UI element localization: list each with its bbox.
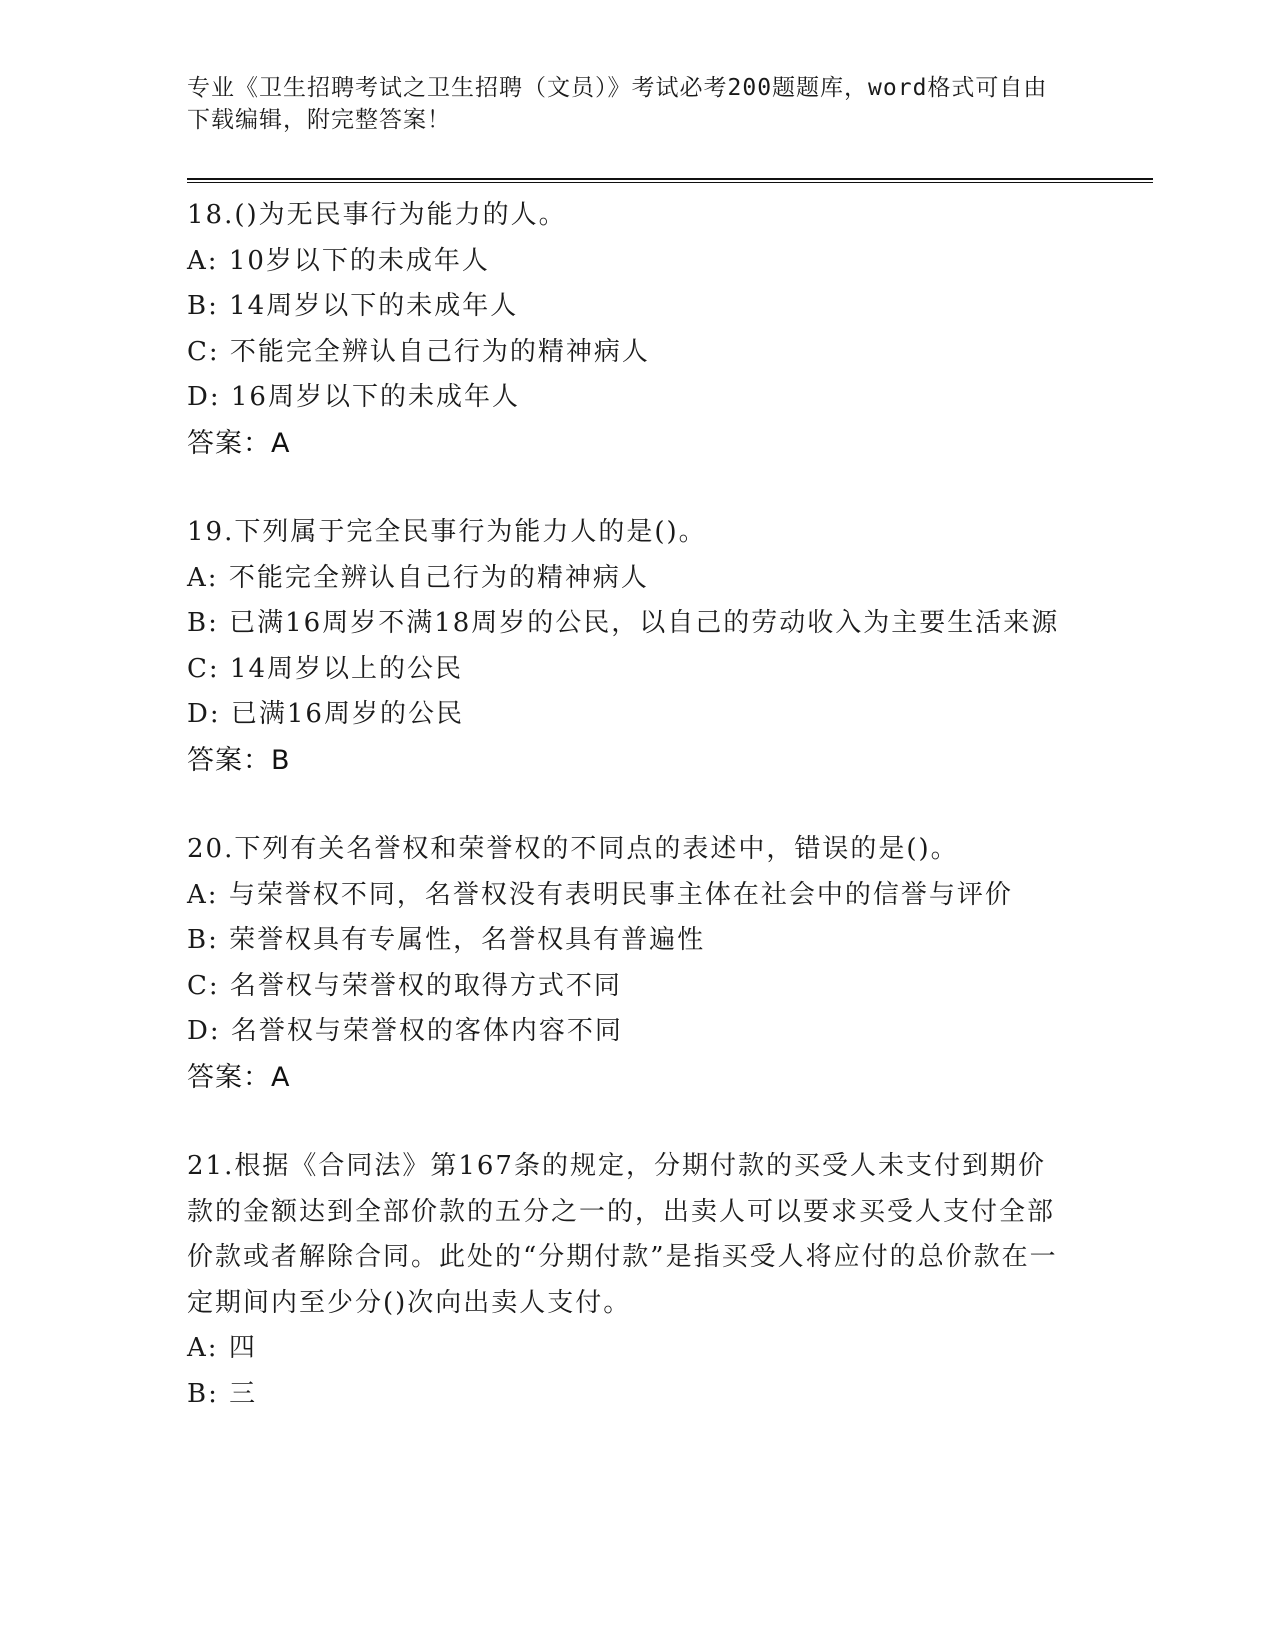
option-c [187,330,1067,376]
question-stem: 20.下列有关名誉权和荣誉权的不同点的表述中，错误的是()。 [187,834,959,864]
document-page [187,72,1153,1461]
option-letter: B: [187,291,219,321]
option-letter: C: [187,653,220,684]
option-text: 荣誉权具有专属性，名誉权具有普遍性 [229,925,706,955]
option-letter: B: [187,608,219,638]
question-list [187,193,1153,1417]
option-letter: B: [187,925,219,955]
question-18 [187,193,1153,466]
option-text: 不能完全辨认自己行为的精神病人 [228,562,649,593]
option-text: 名誉权与荣誉权的取得方式不同 [229,970,622,1001]
option-c [187,964,1067,1010]
question-20 [187,827,1153,1100]
option-a [187,1326,1067,1372]
option-a [187,556,1067,602]
option-text: 10岁以下的未成年人 [228,245,490,276]
answer-label: 答案：A [187,427,291,459]
answer-label: 答案：B [187,744,291,776]
option-text: 14周岁以上的公民 [229,653,464,684]
option-b [187,601,1067,647]
option-d [187,1009,1067,1055]
option-letter: C: [187,970,220,1001]
option-letter: D: [187,699,221,729]
question-stem: 19.下列属于完全民事行为能力人的是()。 [187,517,707,547]
option-a [187,873,1067,919]
option-d [187,375,1067,421]
option-letter: A: [187,245,219,276]
option-b [187,918,1067,964]
option-letter: B: [187,1378,219,1409]
option-text: 不能完全辨认自己行为的精神病人 [229,336,650,367]
option-b [187,1372,1067,1418]
option-text: 14周岁以下的未成年人 [229,291,519,321]
question-21 [187,1144,1153,1417]
option-letter: A: [187,562,219,593]
option-b [187,284,1067,330]
option-text: 已满16周岁的公民 [230,699,464,729]
document-header: 专业《卫生招聘考试之卫生招聘（文员）》考试必考200题题库，word格式可自由下载编辑，附完整答案！ [187,75,1048,133]
option-a [187,239,1067,285]
option-c [187,647,1067,693]
option-text: 三 [229,1378,258,1409]
option-letter: D: [187,1016,221,1046]
header-divider [187,178,1153,183]
answer-label: 答案：A [187,1061,291,1093]
question-stem: 21.根据《合同法》第167条的规定，分期付款的买受人未支付到期价款的金额达到全部价款的五分之一的，出卖人可以要求买受人支付全部价款或者解除合同。此处的“分期付款”是指买受人将应付的总价款在一定期间内至少分()次向出卖人支付。 [187,1151,1058,1318]
option-text: 16周岁以下的未成年人 [230,382,520,412]
question-stem: 18.()为无民事行为能力的人。 [187,200,567,230]
option-text: 名誉权与荣誉权的客体内容不同 [230,1016,623,1046]
option-letter: D: [187,382,221,412]
option-text: 四 [228,1333,257,1363]
question-19 [187,510,1153,783]
option-letter: A: [187,1333,219,1363]
option-letter: A: [187,879,219,910]
option-letter: C: [187,336,220,367]
option-text: 与荣誉权不同，名誉权没有表明民事主体在社会中的信誉与评价 [228,879,1013,910]
option-d [187,692,1067,738]
option-text: 已满16周岁不满18周岁的公民，以自己的劳动收入为主要生活来源 [229,608,1060,638]
